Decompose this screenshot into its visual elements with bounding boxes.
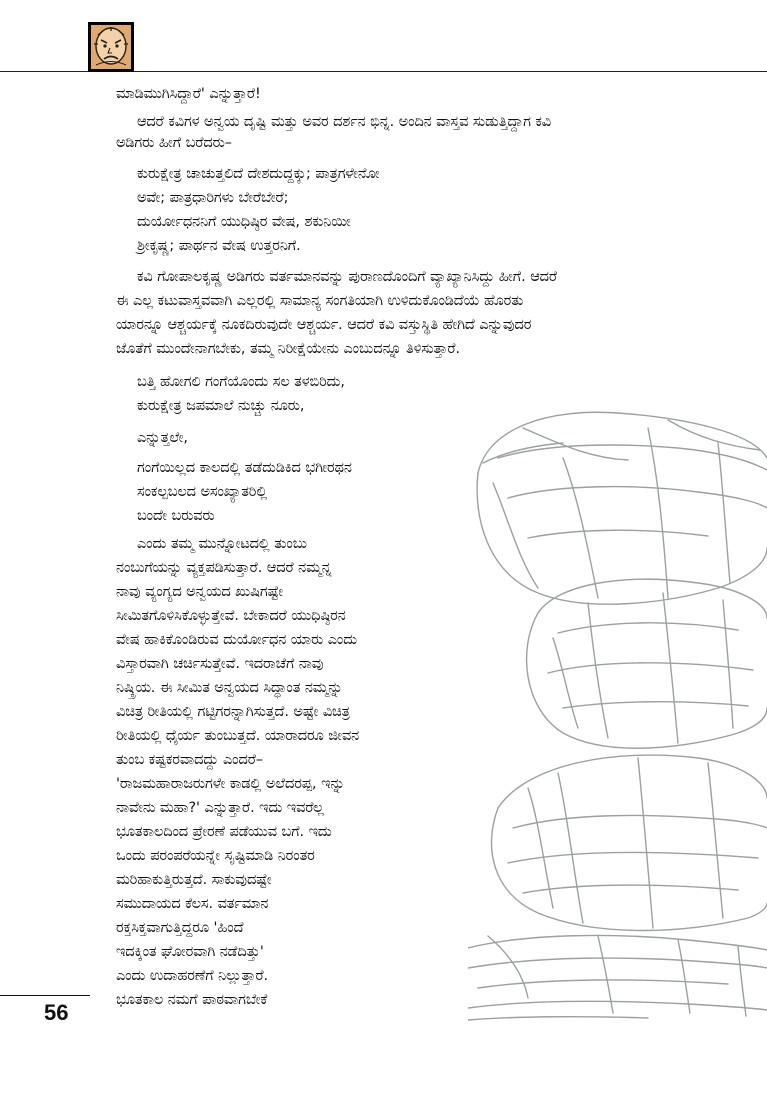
text-line: ಒಂದು ಪರಂಪರೆಯನ್ನೇ ಸೃಷ್ಟಿಮಾಡಿ ನಿರಂತರ <box>116 848 315 864</box>
text-line: ಸಮುದಾಯದ ಕೆಲಸ. ವರ್ತಮಾನ <box>116 896 269 912</box>
verse-line: ಗಂಗೆಯಿಲ್ಲದ ಕಾಲದಲ್ಲಿ ತಡೆದುಡಿಕಿದ ಭಗೀರಥನ <box>137 460 352 476</box>
text-line: ಜೊತೆಗೆ ಮುಂದೇನಾಗಬೇಕು, ತಮ್ಮ ನಿರೀಕ್ಷೆಯೇನು ಎಂಬುದನ್ನೂ ತಿಳಿಸುತ್ತಾರೆ. <box>116 341 461 357</box>
text-line: ಎಂದು ತಮ್ಮ ಮುನ್ನೋಟದಲ್ಲಿ ತುಂಬು <box>137 536 307 552</box>
page-number: 56 <box>44 1000 69 1025</box>
text-line: ರಕ್ತಸಿಕ್ತವಾಗುತ್ತಿದ್ದರೂ 'ಹಿಂದೆ <box>116 920 244 936</box>
text-line: ಆದರೆ ಕವಿಗಳ ಅನ್ವಯ ದೃಷ್ಟಿ ಮತ್ತು ಅವರ ದರ್ಶನ ಭಿನ್ನ. ಅಂದಿನ ವಾಸ್ತವ ಸುಡುತ್ತಿದ್ದಾಗ ಕವಿ <box>137 114 552 130</box>
text-line: ವಿಸ್ತಾರವಾಗಿ ಚರ್ಚಿಸುತ್ತೇವೆ. ಇದರಾಚೆಗೆ ನಾವು <box>116 656 324 672</box>
text-line: ನಂಬುಗೆಯನ್ನು ವ್ಯಕ್ತಪಡಿಸುತ್ತಾರೆ. ಆದರೆ ನಮ್ಮನ್ನ <box>116 560 332 576</box>
text-line: ಮರಿಹಾಕುತ್ತಿರುತ್ತದೆ. ಸಾಕುವುದಷ್ಟೇ <box>116 872 272 888</box>
text-line: ತುಂಬ ಕಷ್ಟಕರವಾದದ್ದು ಎಂದರೆ– <box>116 752 263 768</box>
text-line: ಮಾಡಿಮುಗಿಸಿದ್ದಾರೆ' ಎನ್ನುತ್ತಾರೆ! <box>116 86 261 102</box>
text-line: ನಿಷ್ಕ್ರಿಯ. ಈ ಸೀಮಿತ ಅನ್ವಯದ ಸಿದ್ಧಾಂತ ನಮ್ಮನ್ನು <box>116 680 343 696</box>
verse-line: ಬತ್ತಿ ಹೋಗಲಿ ಗಂಗೆಯೊಂದು ಸಲ ತಳಬಿರಿದು, <box>137 374 345 390</box>
text-line: ಕವಿ ಗೋಪಾಲಕೃಷ್ಣ ಅಡಿಗರು ವರ್ತಮಾನವನ್ನು ಪುರಾಣದೊಂದಿಗೆ ವ್ಯಾಖ್ಯಾನಿಸಿದ್ದು ಹೀಗೆ. ಆದರೆ <box>137 269 557 285</box>
text-line: 'ರಾಜಮಹಾರಾಜರುಗಳೇ ಕಾಡಲ್ಲಿ ಅಲೆದರಪ್ಪ, ಇನ್ನು <box>116 776 345 792</box>
verse-line: ಕುರುಕ್ಷೇತ್ರ ಚಾಚುತ್ತಲಿದೆ ದೇಶದುದ್ದಕ್ಕು; ಪಾತ್ರಗಳೇನೋ <box>137 166 380 182</box>
text-line: ರೀತಿಯಲ್ಲಿ ಧೈರ್ಯ ತುಂಬುತ್ತದೆ. ಯಾರಾದರೂ ಜೀವನ <box>116 728 360 744</box>
page-number-rule <box>0 995 90 996</box>
verse-line: ಕುರುಕ್ಷೇತ್ರ ಜಪಮಾಲೆ ನುಚ್ಚು ನೂರು, <box>137 398 305 414</box>
verse-line: ದುರ್ಯೋಧನನಿಗೆ ಯುಧಿಷ್ಠಿರ ವೇಷ, ಶಕುನಿಯೀ <box>137 214 351 230</box>
verse-line: ಅವೇ; ಪಾತ್ರಧಾರಿಗಳು ಬೇರೆಬೇರೆ; <box>137 190 289 206</box>
text-line: ಇದಕ್ಕಿಂತ ಘೋರವಾಗಿ ನಡೆದಿತ್ತು' <box>116 944 264 960</box>
stacked-stones-illustration <box>468 388 767 1028</box>
text-line: ನಾವೇನು ಮಹಾ?' ಎನ್ನುತ್ತಾರೆ. ಇದು ಇವರೆಲ್ಲ <box>116 800 324 816</box>
header-logo <box>88 22 134 72</box>
text-line: ವಿಚಿತ್ರ ರೀತಿಯಲ್ಲಿ ಗಟ್ಟಿಗರನ್ನಾಗಿಸುತ್ತದೆ. ಅಷ್ಟೇ ವಿಚಿತ್ರ <box>116 704 350 720</box>
frowning-face-icon <box>88 22 134 72</box>
text-line: ಯಾರನ್ನೂ ಆಶ್ಚರ್ಯಕ್ಕೆ ನೂಕದಿರುವುದೇ ಆಶ್ಚರ್ಯ. ಆದರೆ ಕವಿ ವಸ್ತುಸ್ಥಿತಿ ಹೇಗಿದೆ ಎನ್ನುವುದರ <box>116 317 532 333</box>
text-line: ವೇಷ ಹಾಕಿಕೊಂಡಿರುವ ದುರ್ಯೋಧನ ಯಾರು ಎಂದು <box>116 632 358 648</box>
text-line: ಭೂತಕಾಲದಿಂದ ಪ್ರೇರಣೆ ಪಡೆಯುವ ಬಗೆ. ಇದು <box>116 824 332 840</box>
text-line: ನಾವು ವ್ಯಂಗ್ಯದ ಅನ್ವಯದ ಖುಷಿಗಷ್ಟೇ <box>116 584 284 600</box>
text-line: ಸೀಮಿತಗೊಳಿಸಿಕೊಳ್ಳುತ್ತೇವೆ. ಬೇಕಾದರೆ ಯುಧಿಷ್ಠಿರನ <box>116 608 346 624</box>
verse-line: ಸಂಕಲ್ಪಬಲದ ಅಸಂಖ್ಯಾತರಿಲ್ಲಿ <box>137 484 268 500</box>
text-line: ಎನ್ನುತ್ತಲೇ, <box>137 430 188 446</box>
text-line: ಭೂತಕಾಲ ನಮಗೆ ಪಾಠವಾಗಬೇಕೆ <box>116 992 268 1008</box>
verse-line: ಬಂದೇ ಬರುವರು <box>137 508 215 524</box>
verse-line: ಶ್ರೀಕೃಷ್ಣ; ಪಾರ್ಥನ ವೇಷ ಉತ್ತರನಿಗೆ. <box>137 238 301 254</box>
text-line: ಈ ಎಲ್ಲ ಕಟುವಾಸ್ತವವಾಗಿ ಎಲ್ಲರಲ್ಲಿ ಸಾಮಾನ್ಯ ಸಂಗತಿಯಾಗಿ ಉಳಿದುಕೊಂಡಿದೆಯೆ ಹೊರತು <box>116 293 524 309</box>
text-line: ಅಡಿಗರು ಹೀಗೆ ಬರೆದರು– <box>116 135 232 151</box>
text-line: ಎಂದು ಉದಾಹರಣೆಗೆ ನಿಲ್ಲುತ್ತಾರೆ. <box>116 968 269 984</box>
